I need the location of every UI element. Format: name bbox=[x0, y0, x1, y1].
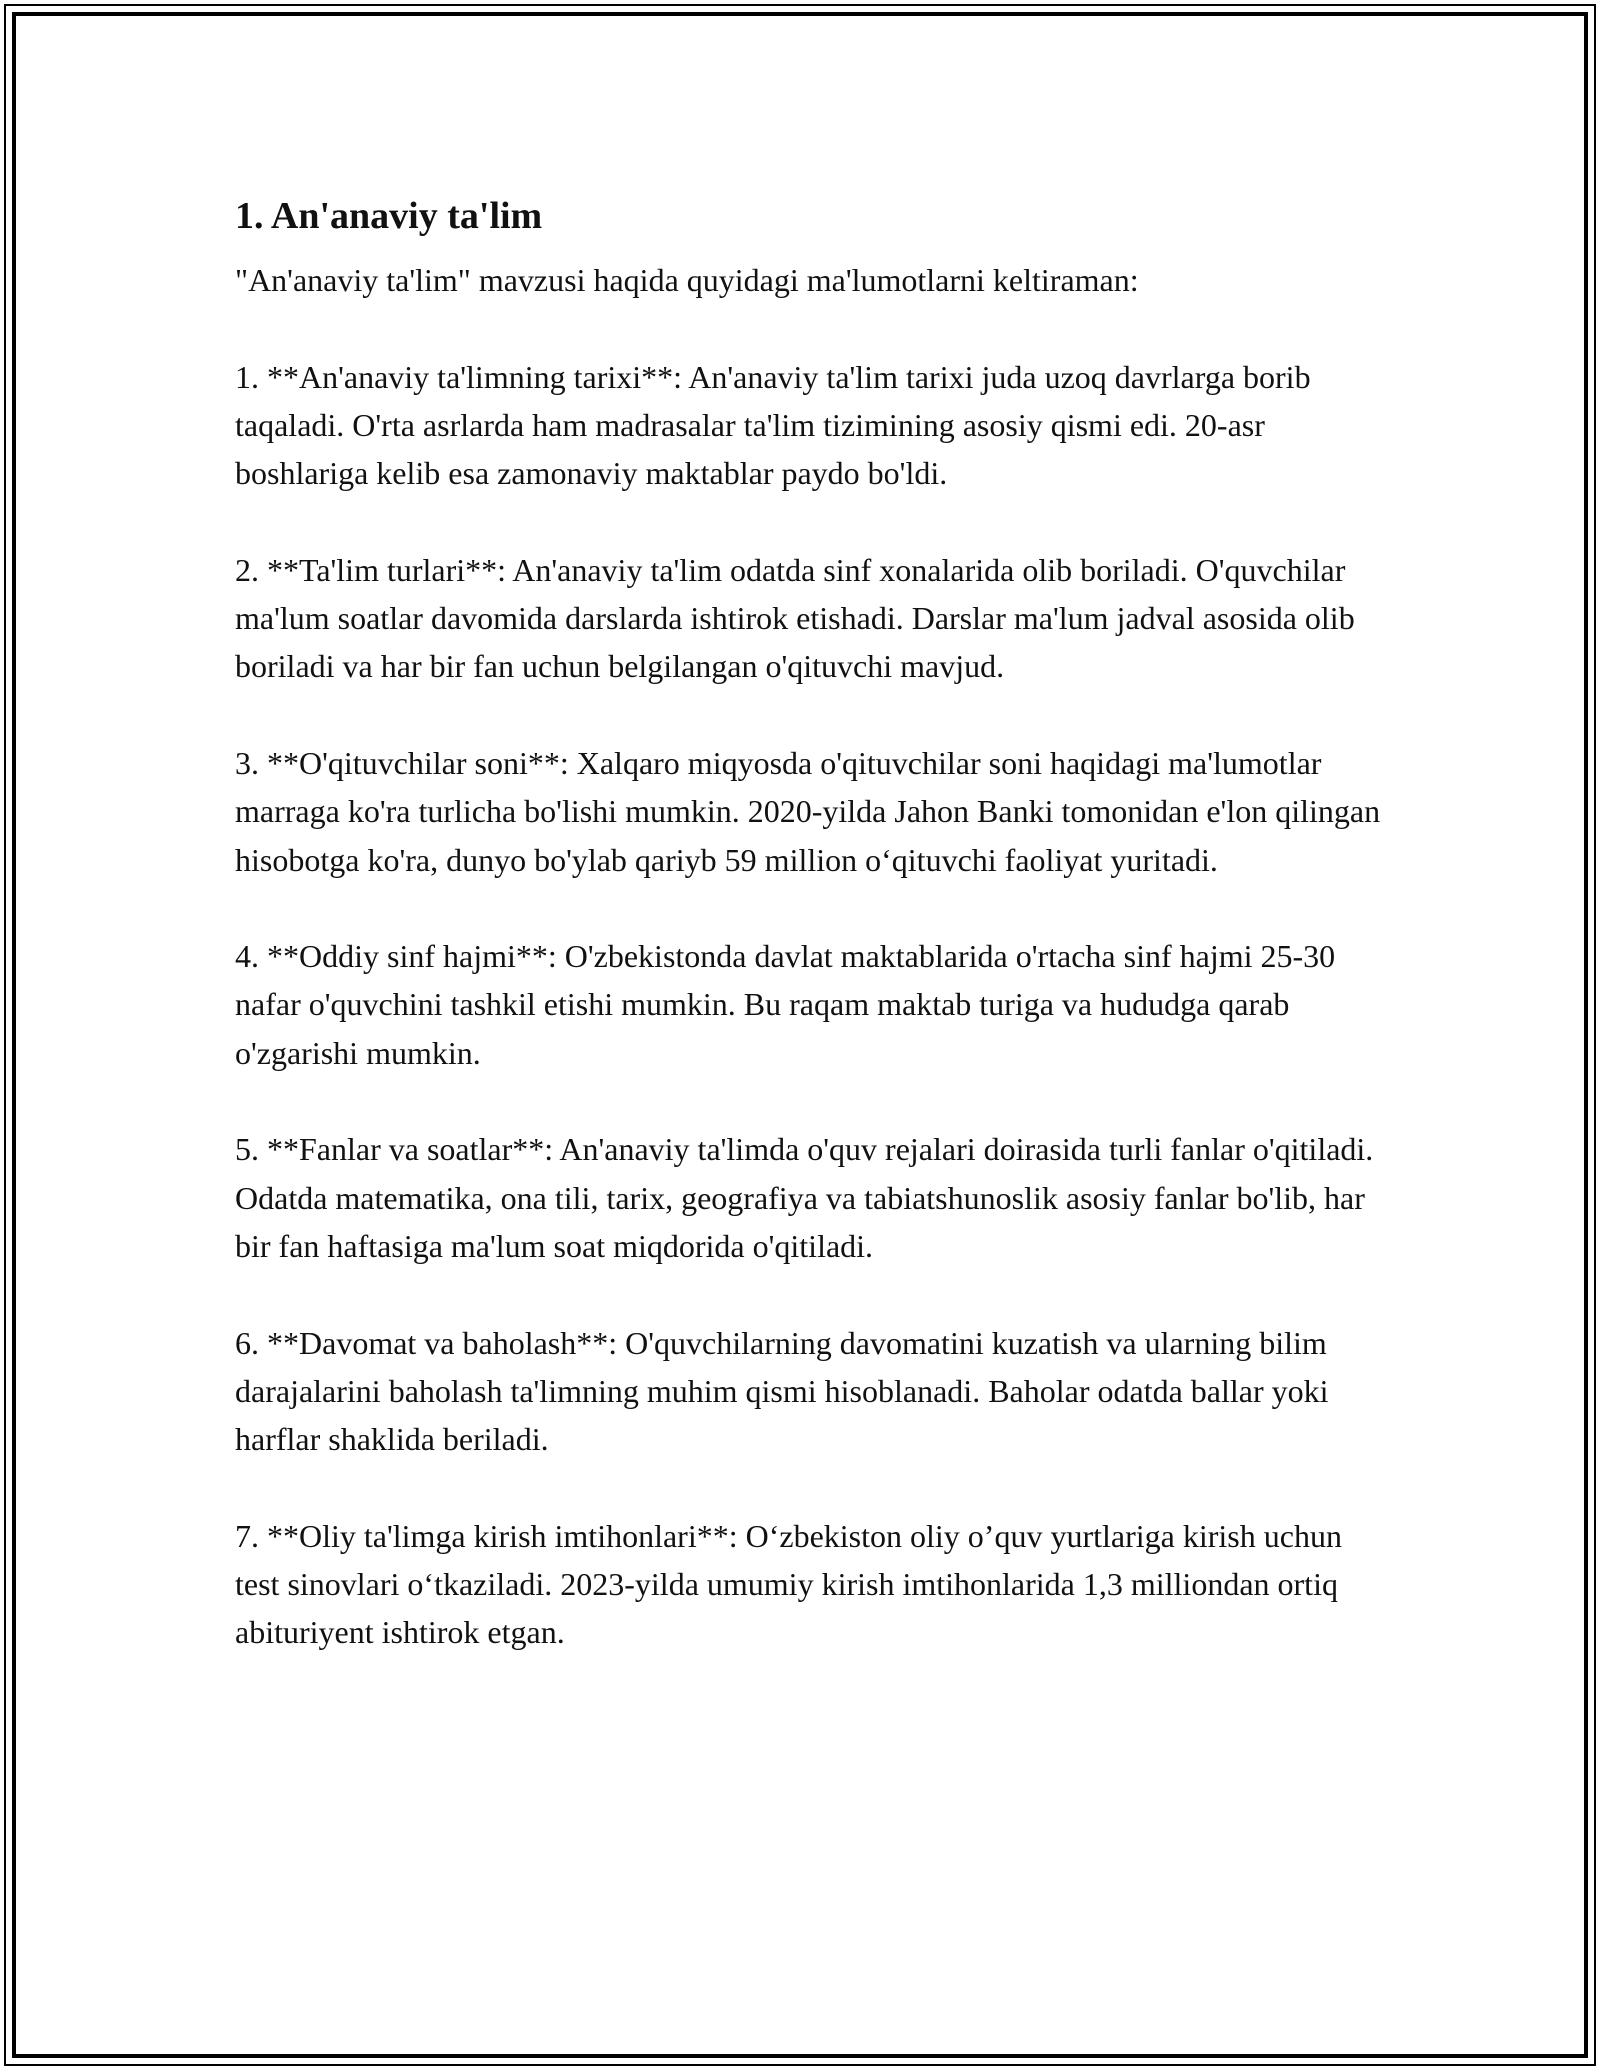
list-item-subjects: 5. **Fanlar va soatlar**: An'anaviy ta'limda o'quv rejalari doirasida turli fanlar o'qitiladi. Odatda matematika, ona tili, tarix, geografiya va tabiatshunoslik asosiy fanlar bo'lib, har bir fan haftasiga ma'lum soat miqdorida o'qitiladi. bbox=[235, 1131, 1374, 1264]
document-title: 1. An'anaviy ta'lim bbox=[235, 195, 543, 237]
document-body bbox=[235, 188, 1385, 1657]
list-item-types: 2. **Ta'lim turlari**: An'anaviy ta'lim odatda sinf xonalarida olib boriladi. O'quvchilar ma'lum soatlar davomida darslarda ishtirok etishadi. Darslar ma'lum jadval asosida olib boriladi va har bir fan uchun belgilangan o'qituvchi mavjud. bbox=[235, 551, 1355, 685]
intro-paragraph: "An'anaviy ta'lim" mavzusi haqida quyidagi ma'lumotlarni keltiraman: bbox=[235, 262, 1139, 298]
list-item-teachers: 3. **O'qituvchilar soni**: Xalqaro miqyosda o'qituvchilar soni haqidagi ma'lumotlar marraga ko'ra turlicha bo'lishi mumkin. 2020-yilda Jahon Banki tomonidan e'lon qilingan hisobotga ko'ra, dunyo bo'ylab qariyb 59 million o‘qituvchi faoliyat yuritadi. bbox=[235, 744, 1381, 878]
list-item-attendance: 6. **Davomat va baholash**: O'quvchilarning davomatini kuzatish va ularning bilim darajalarini baholash ta'limning muhim qismi hisoblanadi. Baholar odatda ballar yoki harflar shaklida beriladi. bbox=[235, 1324, 1329, 1458]
list-item-entrance-exams: 7. **Oliy ta'limga kirish imtihonlari**: O‘zbekiston oliy o’quv yurtlariga kirish uchun test sinovlari o‘tkaziladi. 2023-yilda umumiy kirish imtihonlarida 1,3 milliondan ortiq abituriyent ishtirok etgan. bbox=[235, 1517, 1342, 1651]
list-item-class-size: 4. **Oddiy sinf hajmi**: O'zbekistonda davlat maktablarida o'rtacha sinf hajmi 25-30 nafar o'quvchini tashkil etishi mumkin. Bu raqam maktab turiga va hududga qarab o'zgarishi mumkin. bbox=[235, 938, 1336, 1071]
list-item-history: 1. **An'anaviy ta'limning tarixi**: An'anaviy ta'lim tarixi juda uzoq davrlarga borib taqaladi. O'rta asrlarda ham madrasalar ta'lim tizimining asosiy qismi edi. 20-asr boshlariga kelib esa zamonaviy maktablar paydo bo'ldi. bbox=[235, 358, 1311, 492]
